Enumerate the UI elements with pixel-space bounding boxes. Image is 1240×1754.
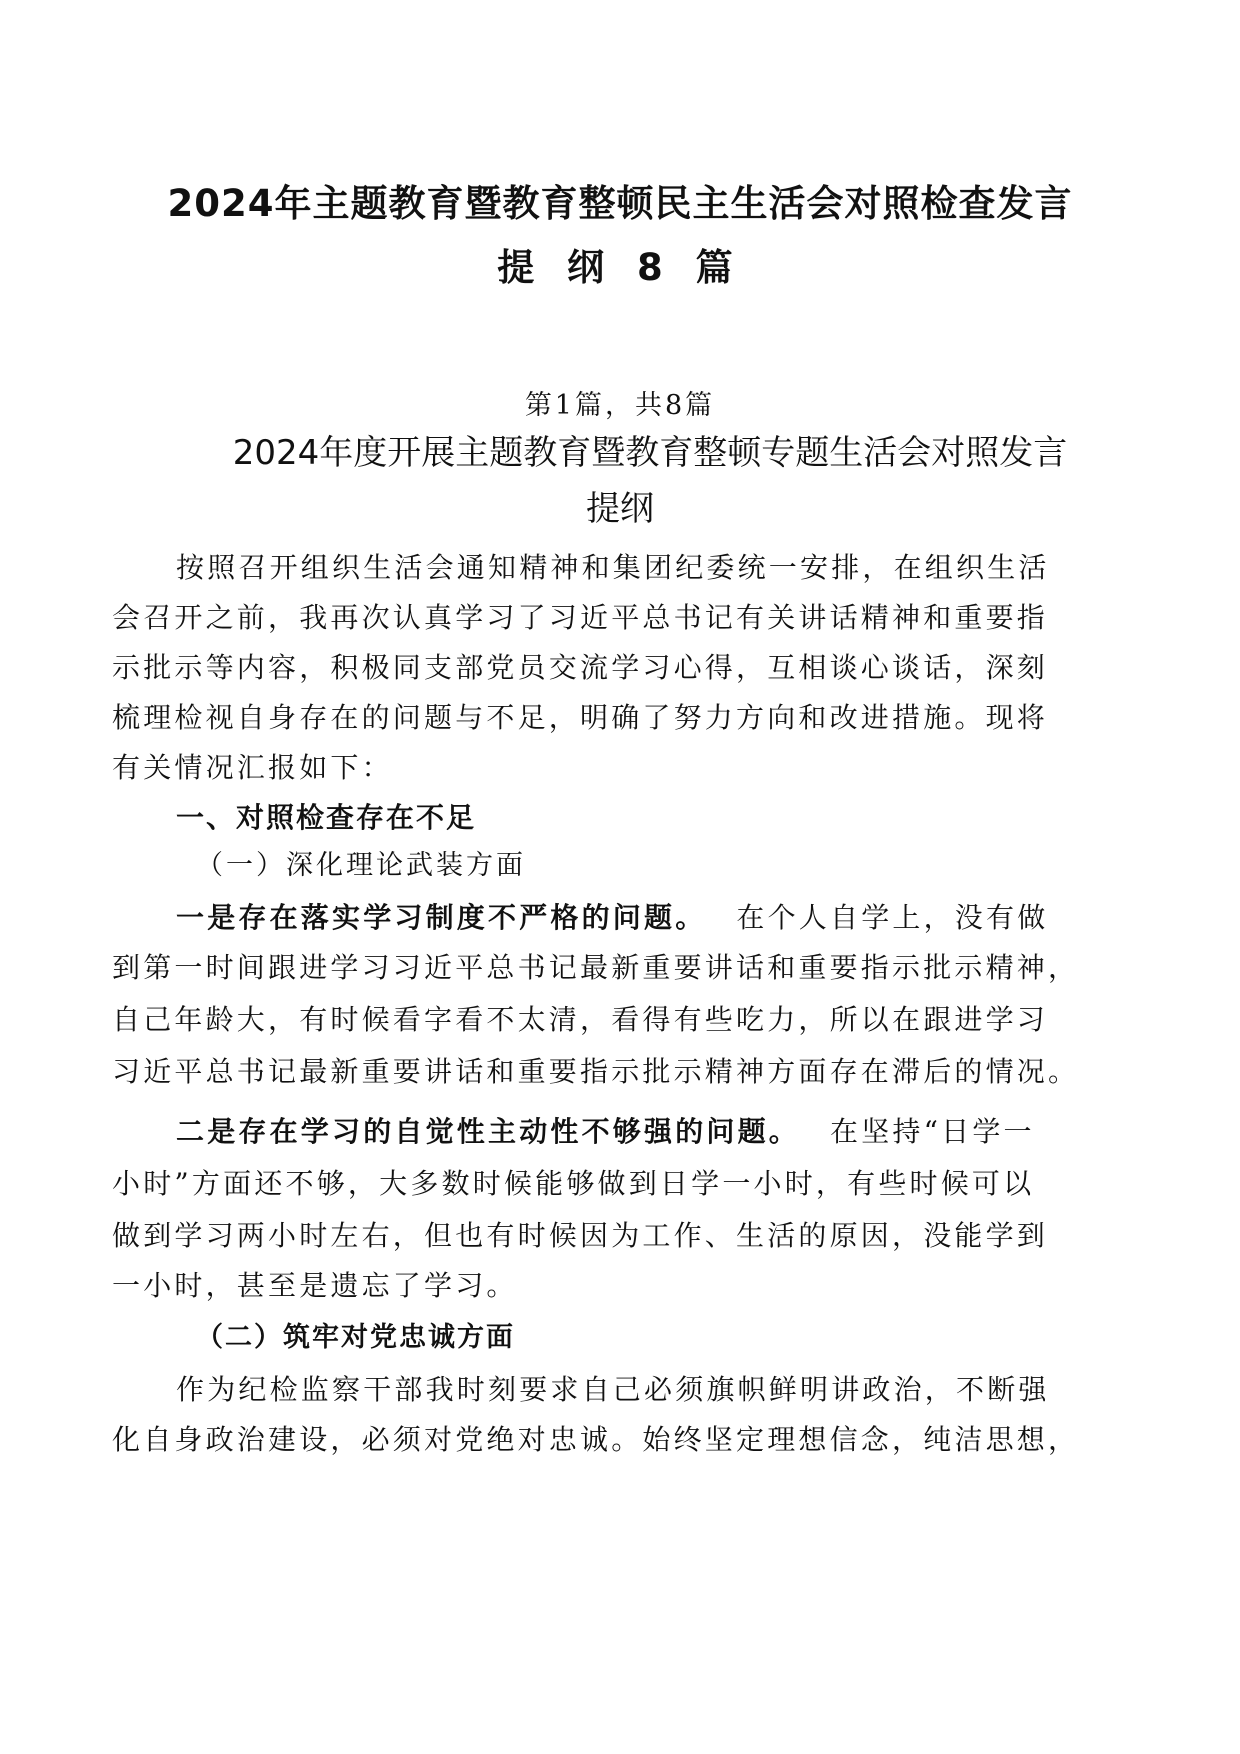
subsection-heading: （二）筑牢对党忠诚方面 — [196, 1322, 515, 1353]
para3-line: 化自身政治建设，必须对党绝对忠诚。始终坚定理想信念，纯洁思想， — [112, 1423, 1080, 1456]
point2-rest: 在坚持“日学一 — [830, 1115, 1035, 1148]
intro-line: 梳理检视自身存在的问题与不足，明确了努力方向和改进措施。现将 — [112, 701, 1049, 734]
intro-line: 会召开之前，我再次认真学习了习近平总书记有关讲话精神和重要指 — [112, 601, 1049, 634]
point1-line: 到第一时间跟进学习习近平总书记最新重要讲话和重要指示批示精神， — [112, 951, 1080, 984]
intro-line: 示批示等内容，积极同支部党员交流学习心得，互相谈心谈话，深刻 — [112, 651, 1049, 684]
point2-line: 一小时，甚至是遗忘了学习。 — [112, 1269, 518, 1302]
point2-lead: 二是存在学习的自觉性主动性不够强的问题。 — [176, 1115, 801, 1148]
subtitle-line1: 2024年度开展主题教育暨教育整顿专题生活会对照发言 — [232, 433, 1068, 473]
point2-line: 做到学习两小时左右，但也有时候因为工作、生活的原因，没能学到 — [112, 1219, 1049, 1252]
point1-rest: 在个人自学上，没有做 — [736, 901, 1049, 934]
subsection-heading: （一）深化理论武装方面 — [196, 850, 526, 881]
point2-first-line — [176, 1112, 1196, 1152]
para3-line: 作为纪检监察干部我时刻要求自己必须旗帜鲜明讲政治，不断强 — [176, 1373, 1050, 1406]
point1-lead: 一是存在落实学习制度不严格的问题。 — [176, 901, 707, 934]
point2-line: 小时”方面还不够，大多数时候能够做到日学一小时，有些时候可以 — [112, 1167, 1035, 1200]
intro-line: 有关情况汇报如下： — [112, 751, 393, 784]
intro-line: 按照召开组织生活会通知精神和集团纪委统一安排，在组织生活 — [176, 551, 1050, 584]
point1-line: 自己年龄大，有时候看字看不太清，看得有些吃力，所以在跟进学习 — [112, 1003, 1049, 1036]
part-label: 第1篇，共8篇 — [524, 390, 716, 421]
document-title-line1: 2024年主题教育暨教育整顿民主生活会对照检查发言 — [167, 182, 1073, 225]
point1-line: 习近平总书记最新重要讲话和重要指示批示精神方面存在滞后的情况。 — [112, 1055, 1080, 1088]
point1-first-line — [176, 898, 1196, 938]
subtitle-line2: 提纲 — [586, 489, 654, 529]
document-title-line2: 提 纲 8 篇 — [497, 246, 743, 289]
section-heading: 一、对照检查存在不足 — [176, 801, 477, 834]
